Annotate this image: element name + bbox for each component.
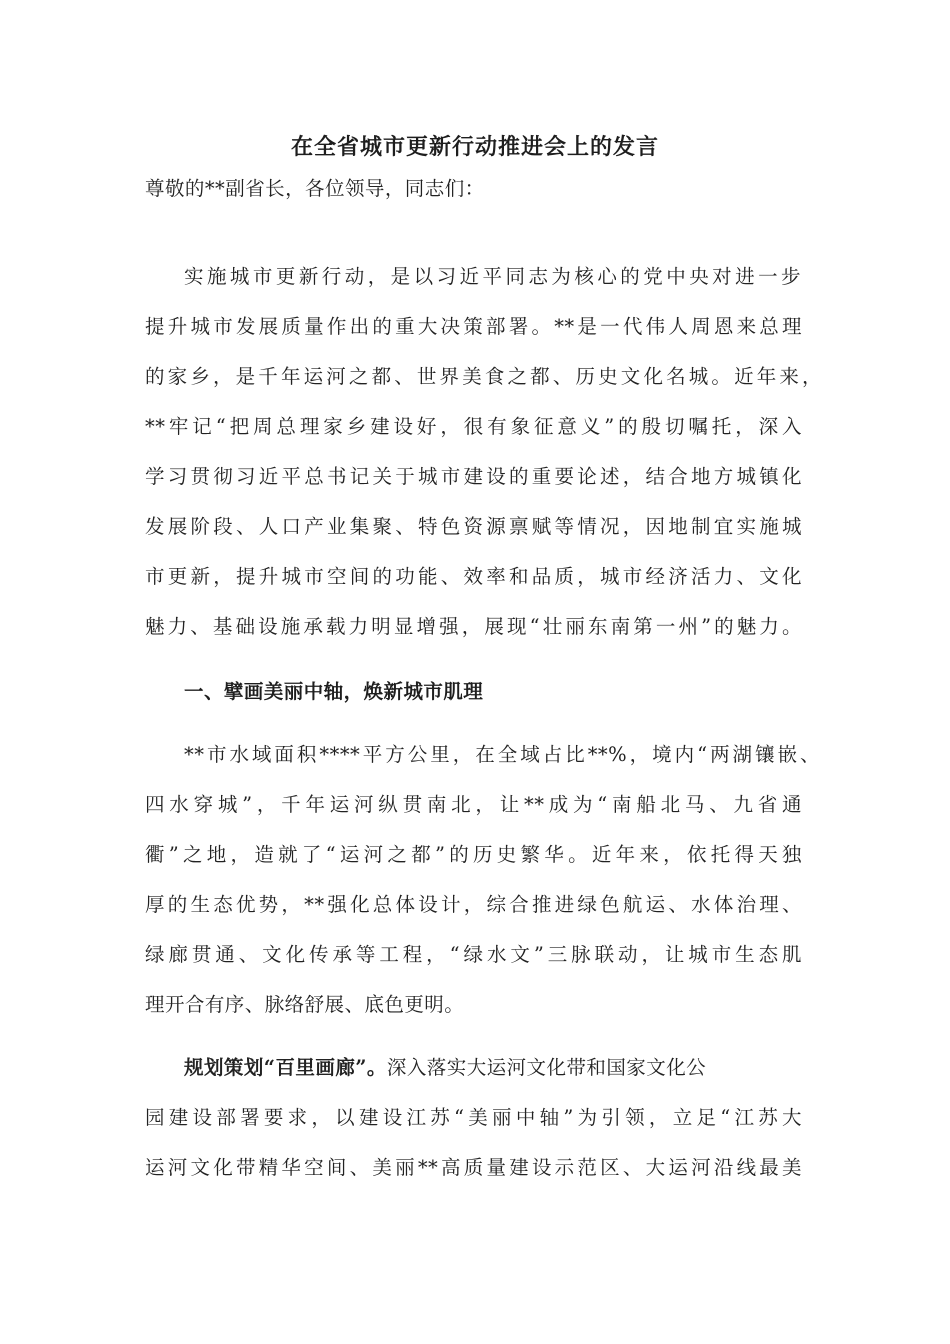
intro-line: 市更新，提升城市空间的功能、效率和品质，城市经济活力、文化 xyxy=(145,565,802,588)
intro-line: **牢记“把周总理家乡建设好，很有象征意义”的殷切嘱托，深入 xyxy=(145,415,802,438)
intro-line: 发展阶段、人口产业集聚、特色资源禀赋等情况，因地制宜实施城 xyxy=(145,515,802,538)
subsection-first-rest: 深入落实大运河文化带和国家文化公 xyxy=(386,1056,707,1079)
intro-line: 魅力、基础设施承载力明显增强，展现“壮丽东南第一州”的魅力。 xyxy=(145,615,802,638)
section1-line: 绿廊贯通、文化传承等工程，“绿水文”三脉联动，让城市生态肌 xyxy=(145,943,802,966)
intro-line: 的家乡，是千年运河之都、世界美食之都、历史文化名城。近年来， xyxy=(145,365,822,388)
subsection-lead: 规划策划“百里画廊”。 xyxy=(184,1056,387,1079)
subsection-line: 园建设部署要求，以建设江苏“美丽中轴”为引领，立足“江苏大 xyxy=(145,1106,802,1129)
section1-line: 理开合有序、脉络舒展、底色更明。 xyxy=(145,993,465,1016)
section1-line: 衢”之地，造就了“运河之都”的历史繁华。近年来，依托得天独 xyxy=(145,843,802,866)
salutation: 尊敬的**副省长，各位领导，同志们： xyxy=(145,177,485,200)
subsection-first-line xyxy=(184,1053,801,1083)
subsection-line: 运河文化带精华空间、美丽**高质量建设示范区、大运河沿线最美 xyxy=(145,1156,802,1179)
intro-line: 提升城市发展质量作出的重大决策部署。**是一代伟人周恩来总理 xyxy=(145,315,802,338)
intro-line: 实施城市更新行动，是以习近平同志为核心的党中央对进一步 xyxy=(184,265,801,288)
section1-line: **市水域面积****平方公里，在全域占比**%，境内“两湖镶嵌、 xyxy=(184,743,820,766)
document-title: 在全省城市更新行动推进会上的发言 xyxy=(290,134,659,160)
section1-line: 四水穿城”，千年运河纵贯南北，让**成为“南船北马、九省通 xyxy=(145,793,802,816)
intro-line: 学习贯彻习近平总书记关于城市建设的重要论述，结合地方城镇化 xyxy=(145,465,802,488)
section1-line: 厚的生态优势，**强化总体设计，综合推进绿色航运、水体治理、 xyxy=(145,893,802,916)
section-heading: 一、擘画美丽中轴，焕新城市肌理 xyxy=(184,680,484,703)
